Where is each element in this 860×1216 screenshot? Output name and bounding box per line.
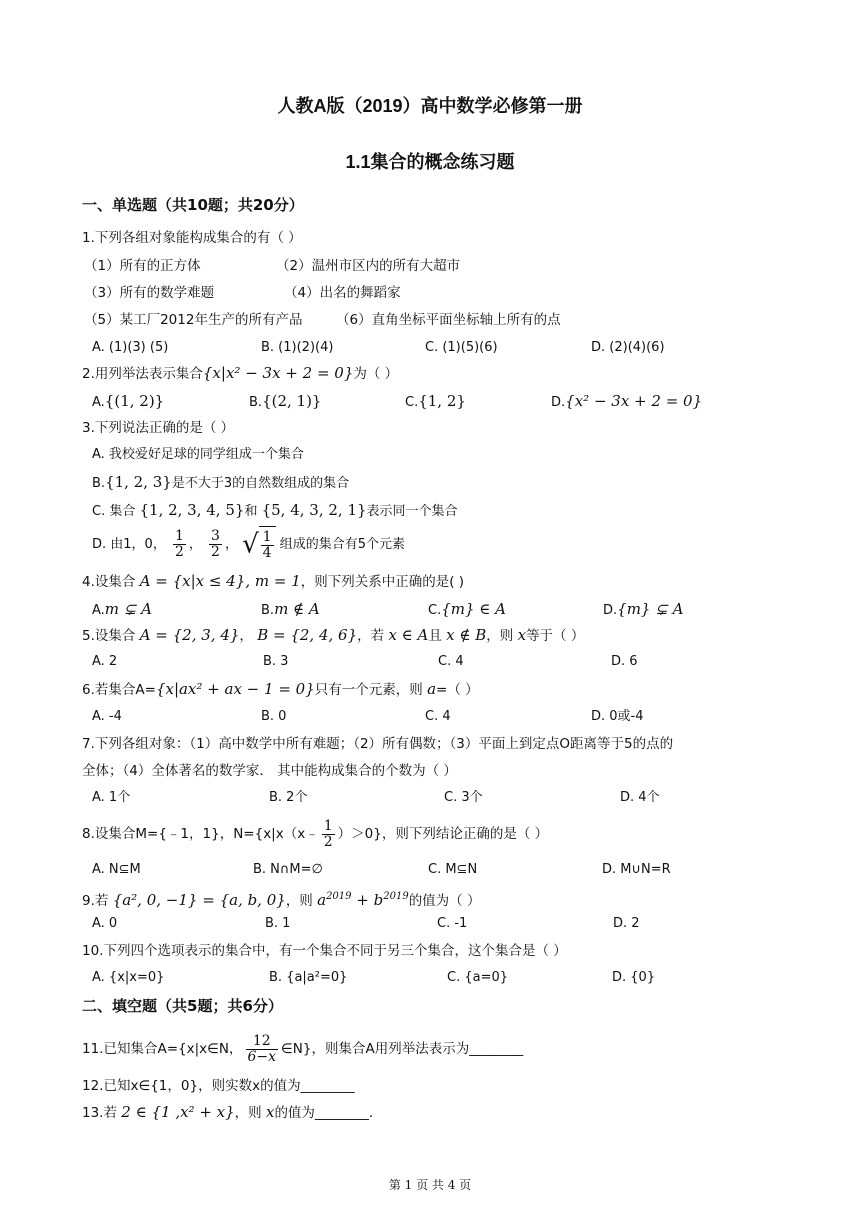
question-8-option-b: B. N∩M=∅ [253, 862, 323, 877]
question-12-stem: 12.已知x∈{1，0}，则实数x的值为________ [82, 1078, 355, 1094]
fraction: $\frac{12}{6-x}$ [247, 1032, 277, 1065]
question-1-option-b: B. (1)(2)(4) [261, 340, 334, 355]
question-10-option-a: A. {x|x=0} [92, 970, 165, 985]
question-2-option-a: A.{(1, 2)} [92, 392, 165, 410]
question-11-stem: 11.已知集合A={x|x∈N， $\frac{12}{6-x}$ ∈N}，则集合A用列举法表示为________ [82, 1032, 524, 1065]
question-5-option-a: A. 2 [92, 654, 118, 669]
question-6-option-b: B. 0 [261, 709, 287, 724]
question-2-stem-suffix: 为（ ） [353, 366, 399, 382]
section-heading-fill-in: 二、填空题（共5题；共6分） [82, 997, 283, 1015]
question-7-option-a: A. 1个 [92, 790, 131, 805]
question-2-set-expression: {x|x² − 3x + 2 = 0} [202, 364, 354, 382]
question-4-option-b: B.m ∉ A [261, 600, 320, 618]
square-root: √ $\frac{1}{4}$ [242, 526, 276, 563]
question-4-option-d: D.{m} ⊊ A [603, 600, 684, 618]
question-10-option-d: D. {0} [612, 970, 656, 985]
question-1-item: （2）温州市区内的所有大超市 [276, 258, 461, 274]
question-9-expression: $a^{2019} + b^{2019}$ [317, 891, 409, 909]
question-4-option-c: C.{m} ∈ A [428, 600, 507, 618]
question-8-option-a: A. N⊆M [92, 862, 141, 877]
question-7-option-d: D. 4个 [620, 790, 660, 805]
question-5-option-d: D. 6 [611, 654, 638, 669]
question-1-option-c: C. (1)(5)(6) [425, 340, 498, 355]
section-heading-single-choice: 一、单选题（共10题；共20分） [82, 196, 304, 214]
question-6-option-a: A. -4 [92, 709, 122, 724]
question-9-option-d: D. 2 [613, 916, 640, 931]
question-9-option-a: A. 0 [92, 916, 118, 931]
question-9-option-c: C. -1 [437, 916, 468, 931]
question-3-option-b: B.{1, 2, 3}是不大于3的自然数组成的集合 [92, 473, 350, 491]
question-1-item: （3）所有的数学难题 [84, 285, 215, 301]
fraction: $\frac{1}{2}$ [323, 817, 333, 850]
question-3-option-d: D. 由1，0， $\frac{1}{2}$ ， $\frac{3}{2}$ ， √ $\frac{1}{4}$ 组成的集合有5个元素 [92, 526, 405, 563]
question-2-option-b: B.{(2, 1)} [249, 392, 322, 410]
question-1-item: （4）出名的舞蹈家 [284, 285, 401, 301]
question-8-option-d: D. M∪N=R [602, 862, 671, 877]
question-7-stem-line-1: 7.下列各组对象：（1）高中数学中所有难题；（2）所有偶数；（3）平面上到定点O距离等于5的点的 [82, 736, 674, 752]
question-6-option-c: C. 4 [425, 709, 451, 724]
question-5-option-c: C. 4 [438, 654, 464, 669]
question-2-option-c: C.{1, 2} [405, 392, 466, 410]
question-1-item: （1）所有的正方体 [84, 258, 201, 274]
question-5-option-b: B. 3 [263, 654, 289, 669]
question-2-option-d: D.{x² − 3x + 2 = 0} [551, 392, 703, 410]
question-6-stem: 6.若集合A={x|ax² + ax − 1 = 0}只有一个元素，则 a=（ ） [82, 680, 479, 698]
question-1-stem: 1.下列各组对象能构成集合的有（ ） [82, 230, 302, 246]
question-2-stem-text: 2.用列举法表示集合 [82, 366, 203, 382]
question-1-option-d: D. (2)(4)(6) [591, 340, 665, 355]
question-6-option-d: D. 0或-4 [591, 709, 644, 724]
question-4-math: A = {x|x ≤ 4}, m = 1 [139, 572, 301, 590]
question-1-option-a: A. (1)(3) (5) [92, 340, 169, 355]
question-5-stem: 5.设集合 A = {2, 3, 4}， B = {2, 4, 6}，若 x ∈ A且 x ∉ B，则 x等于（ ） [82, 626, 585, 644]
question-8-option-c: C. M⊆N [428, 862, 478, 877]
document-title: 人教A版（2019）高中数学必修第一册 [277, 96, 583, 116]
page-number: 第 1 页 共 4 页 [388, 1178, 472, 1192]
question-7-option-c: C. 3个 [444, 790, 483, 805]
question-1-item: （6）直角坐标平面坐标轴上所有的点 [336, 312, 561, 328]
question-7-stem-line-2: 全体；（4）全体著名的数学家． 其中能构成集合的个数为（ ） [82, 763, 457, 779]
question-10-option-c: C. {a=0} [447, 970, 509, 985]
document-subtitle: 1.1集合的概念练习题 [345, 152, 515, 172]
question-13-stem: 13.若 2 ∈ {1 ,x² + x}，则 x的值为________. [82, 1103, 374, 1121]
question-4-option-a: A.m ⊊ A [92, 600, 152, 618]
question-10-option-b: B. {a|a²=0} [269, 970, 348, 985]
fraction: $\frac{1}{2}$ [174, 528, 184, 560]
question-9-stem: 9.若 {a², 0, −1} = {a, b, 0}，则 $a^{2019} + b^{2019}$的值为（ ） [82, 891, 481, 909]
question-9-option-b: B. 1 [265, 916, 291, 931]
question-10-stem: 10.下列四个选项表示的集合中，有一个集合不同于另三个集合，这个集合是（ ） [82, 943, 567, 959]
question-7-option-b: B. 2个 [269, 790, 308, 805]
question-4-stem: 4.设集合 A = {x|x ≤ 4}, m = 1，则下列关系中正确的是( ) [82, 572, 465, 590]
question-2-stem [82, 363, 398, 384]
question-3-stem: 3.下列说法正确的是（ ） [82, 420, 235, 436]
fraction: $\frac{3}{2}$ [211, 528, 220, 560]
question-3-option-a: A. 我校爱好足球的同学组成一个集合 [92, 447, 304, 462]
question-8-stem: 8.设集合M={﹣1，1}，N={x|x（x﹣ $\frac{1}{2}$ ）＞0}，则下列结论正确的是（ ） [82, 817, 549, 850]
question-3-option-c: C. 集合 {1, 2, 3, 4, 5}和 {5, 4, 3, 2, 1}表示同一个集合 [92, 501, 458, 519]
question-1-item: （5）某工厂2012年生产的所有产品 [84, 312, 303, 328]
